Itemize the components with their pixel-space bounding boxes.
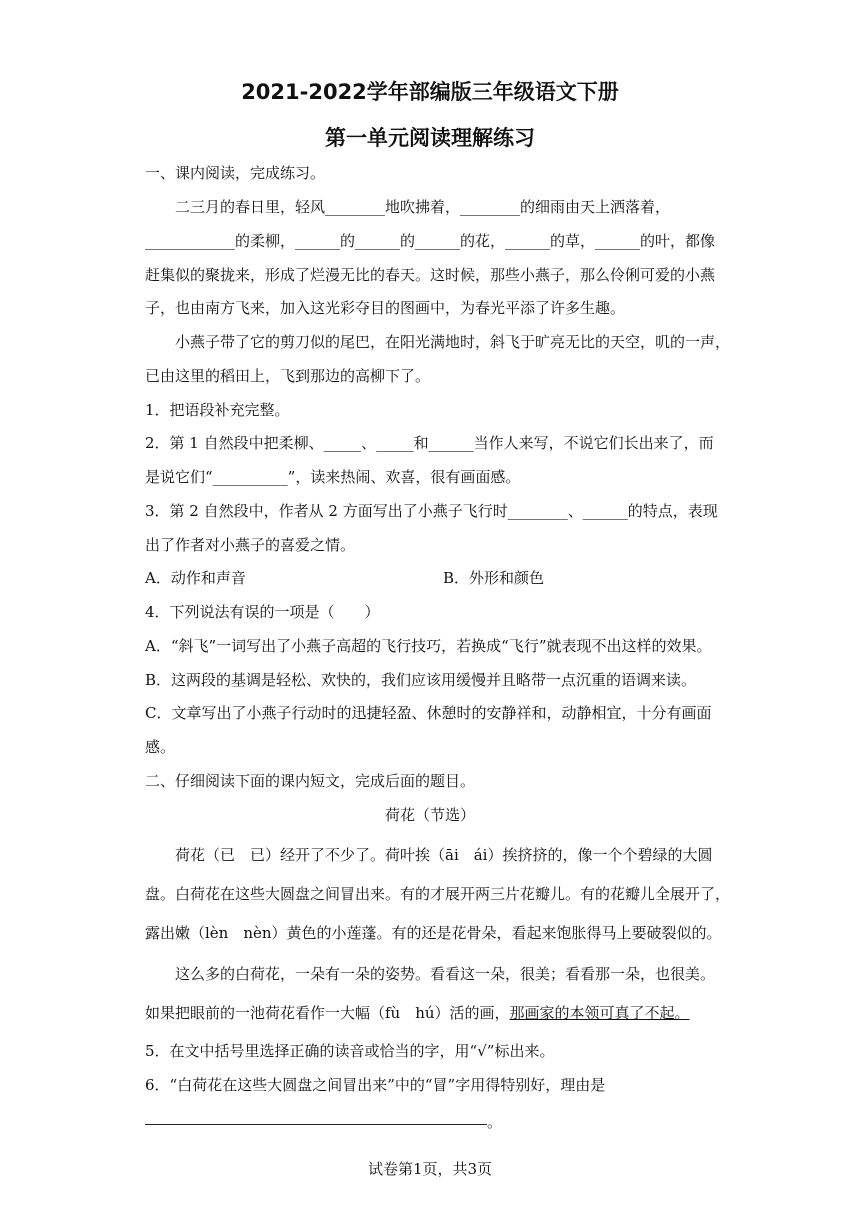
page-footer: 试卷第1页，共3页 — [367, 1160, 493, 1178]
answer-period: 。 — [487, 1113, 503, 1131]
section1-heading: 一、课内阅读，完成练习。 — [145, 164, 326, 182]
passage-text: 如果把眼前的一池荷花看作一大幅（fù hú）活的画， — [145, 1004, 510, 1022]
question-1: 1．把语段补充完整。 — [145, 401, 290, 419]
q3-option-b: B．外形和颜色 — [443, 569, 545, 587]
question-3: 3．第 2 自然段中，作者从 2 方面写出了小燕子飞行时________、______的特点，表现 — [145, 502, 718, 520]
q3-option-a: A．动作和声音 — [145, 569, 246, 587]
passage-line: 荷花（已 已）经开了不少了。荷叶挨（āi ái）挨挤挤的，像一个个碧绿的大圆 — [175, 846, 713, 864]
q4-option-b: B．这两段的基调是轻松、欢快的，我们应该用缓慢并且略带一点沉重的语调来读。 — [145, 671, 697, 689]
question-2: 2．第 1 自然段中把柔柳、_____、_____和______当作人来写，不说它们长出来了，而 — [145, 434, 714, 452]
question-6: 6．“白荷花在这些大圆盘之间冒出来”中的“冒”字用得特别好，理由是 — [145, 1076, 606, 1094]
question-5: 5．在文中括号里选择正确的读音或恰当的字，用“√”标出来。 — [145, 1042, 555, 1060]
passage-title: 荷花（节选） — [384, 806, 475, 824]
section2-heading: 二、仔细阅读下面的课内短文，完成后面的题目。 — [145, 772, 476, 790]
q4-option-c: C．文章写出了小燕子行动时的迅捷轻盈、休憩时的安静祥和，动静相宜，十分有画面 — [145, 704, 712, 722]
passage-line: 露出嫩（lèn nèn）黄色的小莲蓬。有的还是花骨朵，看起来饱胀得马上要破裂似的。 — [145, 924, 722, 942]
page-title: 2021-2022学年部编版三年级语文下册 — [241, 80, 619, 104]
question-2-cont: 是说它们“__________”，读来热闹、欢喜，很有画面感。 — [145, 468, 521, 486]
passage-line: ____________的柔柳，______的______的______的花，______的草，______的叶，都像 — [145, 232, 716, 250]
passage-line — [145, 1003, 720, 1023]
underlined-sentence: 那画家的本领可真了不起。 — [509, 1004, 690, 1022]
passage-line: 赶集似的聚拢来，形成了烂漫无比的春天。这时候，那些小燕子，那么伶俐可爱的小燕 — [145, 266, 716, 284]
q4-option-a: A．“斜飞”一词写出了小燕子高超的飞行技巧，若换成“飞行”就表现不出这样的效果。 — [145, 637, 712, 655]
passage-line: 这么多的白荷花，一朵有一朵的姿势。看看这一朵，很美；看看那一朵，也很美。 — [175, 965, 716, 983]
passage-line: 二三月的春日里，轻风________地吹拂着，________的细雨由天上洒落着， — [175, 198, 671, 216]
passage-line: 小燕子带了它的剪刀似的尾巴，在阳光满地时，斜飞于旷亮无比的天空，叽的一声， — [175, 333, 731, 351]
passage-line: 已由这里的稻田上，飞到那边的高柳下了。 — [145, 367, 431, 385]
page-subtitle: 第一单元阅读理解练习 — [325, 126, 535, 150]
passage-line: 子，也由南方飞来，加入这光彩夺目的图画中，为春光平添了许多生趣。 — [145, 299, 626, 317]
question-4: 4．下列说法有误的一项是（ ） — [145, 603, 380, 621]
question-3-cont: 出了作者对小燕子的喜爱之情。 — [145, 536, 356, 554]
answer-blank-line — [145, 1124, 487, 1125]
passage-line: 盘。白荷花在这些大圆盘之间冒出来。有的才展开两三片花瓣儿。有的花瓣儿全展开了， — [145, 885, 731, 903]
q4-option-c-cont: 感。 — [145, 738, 176, 756]
